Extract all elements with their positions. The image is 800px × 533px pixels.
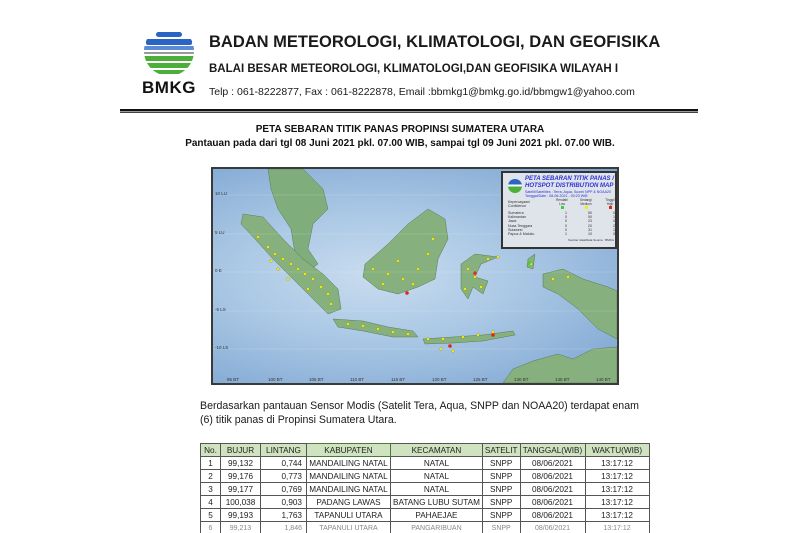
- table-row: [201, 457, 650, 470]
- column-header-satelit: SATELIT: [482, 444, 520, 457]
- column-header-no: No.: [201, 444, 221, 457]
- cell-no: 3: [201, 483, 221, 496]
- legend-row: Nusa Tenggara 0 20 2: [508, 223, 615, 228]
- x-tick: 130 BT: [514, 377, 529, 382]
- cell-no: 5: [201, 509, 221, 522]
- cell-lintang: 1,763: [261, 509, 307, 522]
- cell-no: 4: [201, 496, 221, 509]
- table-header-row: [201, 444, 650, 457]
- hotspot-map-figure: [205, 163, 623, 389]
- cell-satelit: SNPP: [482, 522, 520, 533]
- table-row: [201, 483, 650, 496]
- high-dot-icon: [609, 206, 612, 209]
- hotspot-table: [200, 443, 650, 533]
- cell-kecamatan: NATAL: [391, 470, 483, 483]
- cell-kecamatan: NATAL: [391, 483, 483, 496]
- bmkg-logo: [136, 24, 202, 100]
- cell-waktu: 13:17:12: [585, 483, 649, 496]
- legend-row: Jawa 0 23 0: [508, 219, 615, 224]
- cell-lintang: 0,744: [261, 457, 307, 470]
- table-row: [201, 496, 650, 509]
- column-header-kabupaten: KABUPATEN: [307, 444, 391, 457]
- cell-satelit: SNPP: [482, 457, 520, 470]
- cell-waktu: 13:17:12: [585, 457, 649, 470]
- cell-satelit: SNPP: [482, 496, 520, 509]
- organization-contact: Telp : 061-8222877, Fax : 061-8222878, Email :bbmkg1@bmkg.go.id/bbmgw1@yahoo.com: [209, 86, 635, 98]
- legend-row: Kalimantan 0 50 1: [508, 215, 615, 220]
- cell-no: 2: [201, 470, 221, 483]
- legend-row: Sumatera 1 50 0: [508, 211, 615, 215]
- organization-subtitle: BALAI BESAR METEOROLOGI, KLIMATOLOGI,DAN GEOFISIKA WILAYAH I: [209, 63, 619, 75]
- legend-confidence-columns: [555, 199, 617, 211]
- cell-waktu: 13:17:12: [585, 522, 649, 533]
- x-tick: 105 BT: [309, 377, 324, 382]
- legend-col-high: Tinggi/ High: [603, 199, 617, 211]
- cell-kecamatan: BATANG LUBU SUTAM: [391, 496, 483, 509]
- legend-confidence-label-1: Kepercayaan/: [508, 200, 531, 204]
- cell-no: 6: [201, 522, 221, 533]
- x-tick: 135 BT: [555, 377, 570, 382]
- cell-lintang: 0,903: [261, 496, 307, 509]
- legend-col-low: Rendah/ Low: [555, 199, 569, 211]
- legend-region-counts: [508, 211, 619, 236]
- cell-kabupaten: MANDAILING NATAL: [307, 457, 391, 470]
- low-dot-icon: [561, 206, 564, 209]
- cell-tanggal: 08/06/2021: [520, 509, 585, 522]
- legend-title-line1: PETA SEBARAN TITIK PANAS /: [525, 176, 614, 182]
- cell-lintang: 1,846: [261, 522, 307, 533]
- table-row: [201, 470, 650, 483]
- cell-tanggal: 08/06/2021: [520, 470, 585, 483]
- cell-tanggal: 08/06/2021: [520, 457, 585, 470]
- cell-lintang: 0,769: [261, 483, 307, 496]
- x-tick: 100 BT: [268, 377, 283, 382]
- bmkg-logo-text: BMKG: [142, 78, 196, 97]
- legend-satellite: Satelit/Satellites : Terra, Aqua, Suomi NPP & NOAA20: [525, 190, 611, 194]
- legend-title-line2: HOTSPOT DISTRIBUTION MAP: [525, 182, 614, 189]
- cell-bujur: 99,213: [221, 522, 261, 533]
- table-row: [201, 509, 650, 522]
- cell-kabupaten: PADANG LAWAS: [307, 496, 391, 509]
- cell-kecamatan: NATAL: [391, 457, 483, 470]
- x-tick: 125 BT: [473, 377, 488, 382]
- legend-date: Tanggal/Date : 08-06-2021 - 00:23 WIB: [525, 194, 588, 199]
- cell-bujur: 99,193: [221, 509, 261, 522]
- column-header-tanggal: TANGGAL(WIB): [520, 444, 585, 457]
- column-header-kecamatan: KECAMATAN: [391, 444, 483, 457]
- cell-waktu: 13:17:12: [585, 470, 649, 483]
- legend-footer: Sumber data/Data Source : BMKG: [567, 238, 614, 242]
- letterhead-divider: [120, 109, 698, 113]
- cell-kabupaten: TAPANULI UTARA: [307, 509, 391, 522]
- cell-no: 1: [201, 457, 221, 470]
- cell-bujur: 99,177: [221, 483, 261, 496]
- x-tick: 120 BT: [432, 377, 447, 382]
- x-tick: 115 BT: [391, 377, 406, 382]
- cell-waktu: 13:17:12: [585, 509, 649, 522]
- cell-kecamatan: PANGARIBUAN: [391, 522, 483, 533]
- cell-tanggal: 08/06/2021: [520, 522, 585, 533]
- cell-satelit: SNPP: [482, 470, 520, 483]
- legend-confidence-label-2: Confidence: [508, 204, 527, 209]
- y-tick: -10 LS: [215, 345, 229, 350]
- summary-paragraph: Berdasarkan pantauan Sensor Modis (Satelit Tera, Aqua, SNPP dan NOAA20) terdapat enam (6) titik panas di Propinsi Sumatera Utara.: [200, 400, 639, 426]
- organization-title: BADAN METEOROLOGI, KLIMATOLOGI, DAN GEOFISIKA: [209, 33, 661, 51]
- cell-tanggal: 08/06/2021: [520, 496, 585, 509]
- legend-bmkg-logo-icon: [508, 179, 522, 193]
- cell-tanggal: 08/06/2021: [520, 483, 585, 496]
- x-tick: 110 BT: [350, 377, 365, 382]
- cell-kabupaten: MANDAILING NATAL: [307, 483, 391, 496]
- column-header-bujur: BUJUR: [221, 444, 261, 457]
- cell-lintang: 0,773: [261, 470, 307, 483]
- y-tick: 5 LU: [215, 230, 225, 235]
- cell-waktu: 13:17:12: [585, 496, 649, 509]
- cell-satelit: SNPP: [482, 509, 520, 522]
- cell-bujur: 99,176: [221, 470, 261, 483]
- cell-kabupaten: TAPANULI UTARA: [307, 522, 391, 533]
- y-tick: 10 LU: [215, 191, 228, 196]
- x-tick: 140 BT: [596, 377, 611, 382]
- cell-bujur: 100,038: [221, 496, 261, 509]
- legend-row: Sulawesi 0 31 1: [508, 227, 615, 232]
- cell-bujur: 99,132: [221, 457, 261, 470]
- hotspot-map: [211, 167, 619, 385]
- legend-row: Papua & Maluku 1 10 0: [508, 232, 615, 237]
- y-tick: 0 E: [215, 268, 222, 273]
- bmkg-logo-emblem: [144, 26, 194, 76]
- column-header-lintang: LINTANG: [261, 444, 307, 457]
- legend-confidence-label: [508, 200, 530, 208]
- cell-kecamatan: PAHAEJAE: [391, 509, 483, 522]
- document-subtitle: Pantauan pada dari tgl 08 Juni 2021 pkl. 07.00 WIB, sampai tgl 09 Juni 2021 pkl. 07.00 WIB.: [185, 138, 615, 149]
- column-header-waktu: WAKTU(WIB): [585, 444, 649, 457]
- y-tick: -5 LS: [215, 307, 226, 312]
- medium-dot-icon: [585, 206, 588, 209]
- table-row: [201, 522, 650, 533]
- x-tick: 95 BT: [227, 377, 240, 382]
- map-legend: [501, 171, 617, 249]
- cell-satelit: SNPP: [482, 483, 520, 496]
- legend-col-medium: Sedang/ Medium: [579, 199, 593, 211]
- cell-kabupaten: MANDAILING NATAL: [307, 470, 391, 483]
- document-title: PETA SEBARAN TITIK PANAS PROPINSI SUMATERA UTARA: [255, 124, 545, 135]
- legend-title: [525, 176, 614, 189]
